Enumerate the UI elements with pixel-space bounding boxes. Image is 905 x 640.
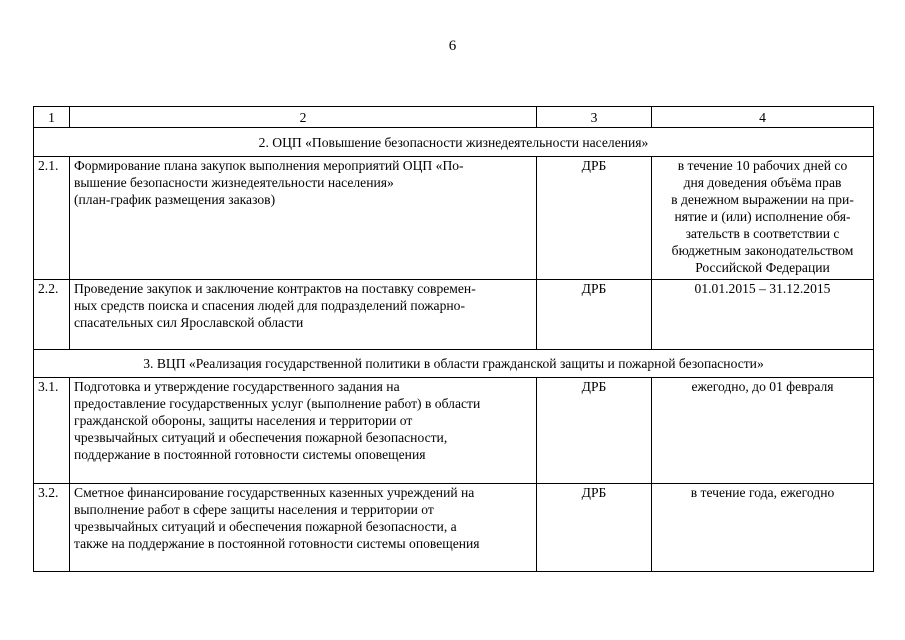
row-executor: ДРБ [537,280,652,350]
text-line: Сметное финансирование государственных казенных учреждений на [74,485,475,500]
text-line: поддержание в постоянной готовности системы оповещения [74,447,426,462]
row-executor: ДРБ [537,157,652,280]
row-term [652,157,874,280]
row-description [70,157,537,280]
row-number: 2.2. [34,280,70,350]
text-line: выполнение работ в сфере защиты населения и территории от [74,502,434,517]
measures-table [33,106,874,572]
text-line: 01.01.2015 – 31.12.2015 [694,281,831,296]
text-line: Формирование плана закупок выполнения мероприятий ОЦП «По- [74,158,464,173]
text-line: ных средств поиска и спасения людей для подразделений пожарно- [74,298,465,313]
text-line: в течение 10 рабочих дней со [677,158,848,173]
row-description [70,484,537,572]
text-line: зательств в соответствии с [685,226,840,241]
column-number: 4 [652,107,874,128]
row-description [70,378,537,484]
section-title: 2. ОЦП «Повышение безопасности жизнедеятельности населения» [34,128,874,157]
table-row [34,157,874,280]
row-term [652,484,874,572]
text-line: (план-график размещения заказов) [74,192,276,207]
column-number: 3 [537,107,652,128]
row-term [652,378,874,484]
text-line: Проведение закупок и заключение контрактов на поставку современ- [74,281,476,296]
text-line: чрезвычайных ситуаций и обеспечения пожарной безопасности, [74,430,448,445]
text-line: дня доведения объёма прав [683,175,842,190]
text-line: чрезвычайных ситуаций и обеспечения пожарной безопасности, а [74,519,457,534]
column-number-row [34,107,874,128]
section-row [34,350,874,378]
table-row [34,378,874,484]
section-title: 3. ВЦП «Реализация государственной политики в области гражданской защиты и пожарной безопасности» [34,350,874,378]
text-line: в течение года, ежегодно [690,485,835,500]
text-line: предоставление государственных услуг (выполнение работ) в области [74,396,481,411]
text-line: также на поддержание в постоянной готовности системы оповещения [74,536,480,551]
row-number: 3.1. [34,378,70,484]
text-line: нятие и (или) исполнение обя- [674,209,851,224]
row-description [70,280,537,350]
text-line: Подготовка и утверждение государственного задания на [74,379,400,394]
text-line: Российской Федерации [695,260,830,275]
section-row [34,128,874,157]
text-line: бюджетным законодательством [671,243,854,258]
page-number: 6 [448,38,457,54]
column-number: 2 [70,107,537,128]
text-line: вышение безопасности жизнедеятельности населения» [74,175,394,190]
column-number: 1 [34,107,70,128]
row-number: 2.1. [34,157,70,280]
row-executor: ДРБ [537,484,652,572]
row-term [652,280,874,350]
text-line: спасательных сил Ярославской области [74,315,304,330]
table-row [34,280,874,350]
text-line: гражданской обороны, защиты населения и территории от [74,413,413,428]
text-line: в денежном выражении на при- [671,192,854,207]
text-line: ежегодно, до 01 февраля [691,379,834,394]
table-row [34,484,874,572]
row-executor: ДРБ [537,378,652,484]
row-number: 3.2. [34,484,70,572]
